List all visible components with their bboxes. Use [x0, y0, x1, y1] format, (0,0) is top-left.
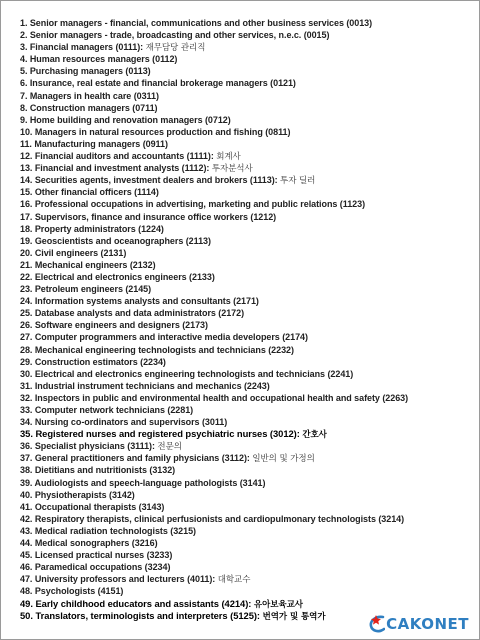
- item-title: Property administrators (1224): [34, 223, 164, 234]
- item-number: 43.: [20, 525, 33, 536]
- item-title: Registered nurses and registered psychiatric nurses (3012):: [35, 428, 300, 440]
- item-number: 42.: [20, 513, 33, 524]
- list-item: [20, 428, 475, 440]
- list-item: [20, 90, 475, 102]
- item-number: 24.: [20, 296, 33, 307]
- item-number: 12.: [20, 151, 33, 162]
- item-title: Managers in health care (0311): [29, 90, 159, 101]
- item-title: Database analysts and data administrators (2172): [34, 308, 245, 319]
- list-item: [20, 77, 475, 89]
- item-title: Psychologists (4151): [34, 586, 124, 597]
- item-title: Information systems analysts and consultants (2171): [34, 296, 259, 307]
- item-korean-label: 간호사: [302, 430, 327, 441]
- item-number: 15.: [20, 187, 33, 198]
- item-title: Geoscientists and oceanographers (2113): [34, 235, 211, 246]
- item-number: 13.: [20, 163, 33, 174]
- item-number: 48.: [20, 586, 33, 597]
- list-item: [20, 598, 475, 610]
- logo-text: CAKONET: [386, 615, 469, 633]
- item-title: Specialist physicians (3111):: [34, 441, 155, 452]
- list-item: [20, 283, 475, 295]
- item-title: Construction managers (0711): [29, 102, 158, 113]
- list-item: [20, 513, 475, 525]
- list-item: [20, 561, 475, 573]
- item-number: 14.: [20, 175, 33, 186]
- item-number: 9.: [20, 114, 28, 125]
- item-number: 28.: [20, 344, 33, 355]
- list-item: [20, 259, 475, 271]
- list-item: [20, 440, 475, 452]
- item-title: Other financial officers (1114): [34, 187, 159, 198]
- item-korean-label: 전문의: [157, 442, 182, 453]
- item-number: 36.: [20, 441, 33, 452]
- item-title: Securities agents, investment dealers and brokers (1113):: [34, 175, 278, 186]
- list-item: [20, 65, 475, 77]
- item-number: 37.: [20, 453, 33, 464]
- list-item: [20, 501, 475, 513]
- item-title: Translators, terminologists and interpreters (5125):: [35, 609, 260, 621]
- list-item: [20, 174, 475, 186]
- item-korean-label: 번역가 및 통역가: [262, 611, 326, 622]
- item-number: 29.: [20, 356, 33, 367]
- item-title: Paramedical occupations (3234): [34, 562, 171, 573]
- item-number: 38.: [20, 465, 33, 476]
- item-title: Purchasing managers (0113): [29, 66, 151, 77]
- item-title: Insurance, real estate and financial brokerage managers (0121): [29, 78, 296, 89]
- item-number: 33.: [20, 405, 33, 415]
- item-title: Medical radiation technologists (3215): [34, 525, 196, 536]
- item-number: 6.: [20, 78, 28, 89]
- item-number: 27.: [20, 332, 33, 343]
- list-item: [20, 162, 475, 174]
- item-number: 8.: [20, 102, 28, 113]
- item-korean-label: 대학교수: [217, 575, 251, 586]
- item-number: 19.: [20, 235, 33, 246]
- item-number: 20.: [20, 247, 33, 258]
- item-number: 22.: [20, 271, 33, 282]
- list-item: [20, 271, 475, 283]
- item-title: Licensed practical nurses (3233): [34, 550, 173, 561]
- item-number: 26.: [20, 320, 33, 331]
- item-title: Mechanical engineering technologists and technicians (2232): [34, 344, 294, 355]
- list-item: [20, 585, 475, 597]
- list-item: [20, 380, 475, 392]
- item-title: Computer network technicians (2281): [34, 405, 194, 415]
- item-number: 1.: [20, 18, 28, 28]
- item-title: Electrical and electronics engineering technologists and technicians (2241): [34, 368, 354, 379]
- list-item: [20, 198, 475, 210]
- item-number: 46.: [20, 562, 33, 573]
- list-item: [20, 464, 475, 476]
- list-item: [20, 138, 475, 150]
- item-number: 40.: [20, 489, 33, 500]
- item-number: 49.: [20, 597, 33, 609]
- logo-mark-icon: [369, 614, 385, 634]
- list-item: [20, 319, 475, 331]
- list-item: [20, 573, 475, 585]
- list-item: [20, 477, 475, 489]
- item-title: Financial auditors and accountants (1111):: [34, 151, 214, 162]
- item-korean-label: 투자 딜러: [280, 176, 316, 187]
- list-item: [20, 307, 475, 319]
- item-title: Physiotherapists (3142): [34, 489, 135, 500]
- item-title: Computer programmers and interactive media developers (2174): [34, 332, 308, 343]
- item-title: Petroleum engineers (2145): [34, 284, 152, 295]
- item-title: Software engineers and designers (2173): [34, 320, 208, 331]
- item-korean-label: 일반의 및 가정의: [252, 454, 315, 465]
- item-title: Supervisors, finance and insurance office workers (1212): [34, 211, 277, 222]
- item-number: 16.: [20, 199, 33, 210]
- item-title: Construction estimators (2234): [34, 356, 166, 367]
- item-number: 5.: [20, 66, 28, 77]
- list-item: [20, 41, 475, 53]
- item-title: Manufacturing managers (0911): [34, 138, 168, 149]
- item-title: Medical sonographers (3216): [34, 538, 158, 549]
- item-korean-label: 유아보육교사: [253, 599, 303, 610]
- list-item: [20, 331, 475, 343]
- list-item: [20, 53, 475, 65]
- item-title: Respiratory therapists, clinical perfusionists and cardiopulmonary technologists (3214): [34, 513, 405, 524]
- item-number: 11.: [20, 138, 32, 149]
- list-item: [20, 489, 475, 501]
- list-item: [20, 126, 475, 138]
- item-title: Financial managers (0111):: [29, 42, 144, 53]
- item-title: Occupational therapists (3143): [34, 501, 165, 512]
- list-item: [20, 452, 475, 464]
- item-number: 44.: [20, 538, 33, 549]
- list-item: [20, 17, 475, 29]
- item-number: 50.: [20, 609, 33, 621]
- item-title: General practitioners and family physicians (3112):: [34, 453, 250, 464]
- item-title: Nursing co-ordinators and supervisors (3011): [34, 417, 228, 428]
- list-item: [20, 211, 475, 223]
- list-item: [20, 295, 475, 307]
- cakonet-logo: [369, 613, 469, 635]
- item-title: Human resources managers (0112): [29, 54, 178, 65]
- item-title: Inspectors in public and environmental health and occupational health and safety (2263): [34, 392, 409, 403]
- item-number: 41.: [20, 501, 33, 512]
- item-title: Professional occupations in advertising, marketing and public relations (1123): [34, 199, 366, 210]
- item-number: 45.: [20, 550, 33, 561]
- occupation-list: [20, 17, 475, 622]
- item-number: 21.: [20, 259, 33, 270]
- item-title: Civil engineers (2131): [34, 247, 127, 258]
- item-number: 17.: [20, 211, 33, 222]
- list-item: [20, 223, 475, 235]
- list-item: [20, 247, 475, 259]
- item-title: Dietitians and nutritionists (3132): [34, 465, 176, 476]
- list-item: [20, 368, 475, 380]
- list-item: [20, 235, 475, 247]
- item-title: Early childhood educators and assistants (4214):: [35, 597, 252, 609]
- list-item: [20, 102, 475, 114]
- item-title: Mechanical engineers (2132): [34, 259, 156, 270]
- item-title: University professors and lecturers (4011):: [34, 574, 216, 585]
- item-number: 34.: [20, 417, 33, 428]
- list-item: [20, 416, 475, 428]
- item-number: 4.: [20, 54, 28, 65]
- item-number: 10.: [20, 126, 33, 137]
- list-item: [20, 150, 475, 162]
- item-title: Audiologists and speech-language pathologists (3141): [34, 477, 266, 488]
- item-number: 47.: [20, 574, 33, 585]
- list-item: [20, 525, 475, 537]
- item-title: Industrial instrument technicians and mechanics (2243): [34, 380, 270, 391]
- item-korean-label: 투자분석사: [211, 164, 253, 175]
- list-item: [20, 549, 475, 561]
- item-number: 35.: [20, 428, 33, 440]
- list-item: [20, 392, 475, 404]
- list-item: [20, 356, 475, 368]
- item-korean-label: 재무담당 관리직: [145, 43, 206, 54]
- item-number: 31.: [20, 380, 33, 391]
- item-number: 25.: [20, 308, 33, 319]
- item-number: 23.: [20, 284, 33, 295]
- list-item: [20, 114, 475, 126]
- item-title: Senior managers - trade, broadcasting and other services, n.e.c. (0015): [29, 30, 330, 41]
- item-title: Senior managers - financial, communications and other business services (0013): [29, 18, 373, 28]
- item-number: 18.: [20, 223, 33, 234]
- item-title: Home building and renovation managers (0712): [29, 114, 231, 125]
- item-korean-label: 회계사: [216, 152, 241, 163]
- item-title: Managers in natural resources production and fishing (0811): [34, 126, 291, 137]
- list-item: [20, 186, 475, 198]
- item-number: 30.: [20, 368, 33, 379]
- item-number: 3.: [20, 42, 28, 53]
- item-number: 2.: [20, 30, 28, 41]
- list-item: [20, 404, 475, 416]
- list-item: [20, 344, 475, 356]
- item-number: 39.: [20, 477, 33, 488]
- list-item: [20, 537, 475, 549]
- item-title: Financial and investment analysts (1112):: [34, 163, 210, 174]
- item-title: Electrical and electronics engineers (2133): [34, 271, 215, 282]
- list-item: [20, 29, 475, 41]
- item-number: 7.: [20, 90, 28, 101]
- item-number: 32.: [20, 392, 33, 403]
